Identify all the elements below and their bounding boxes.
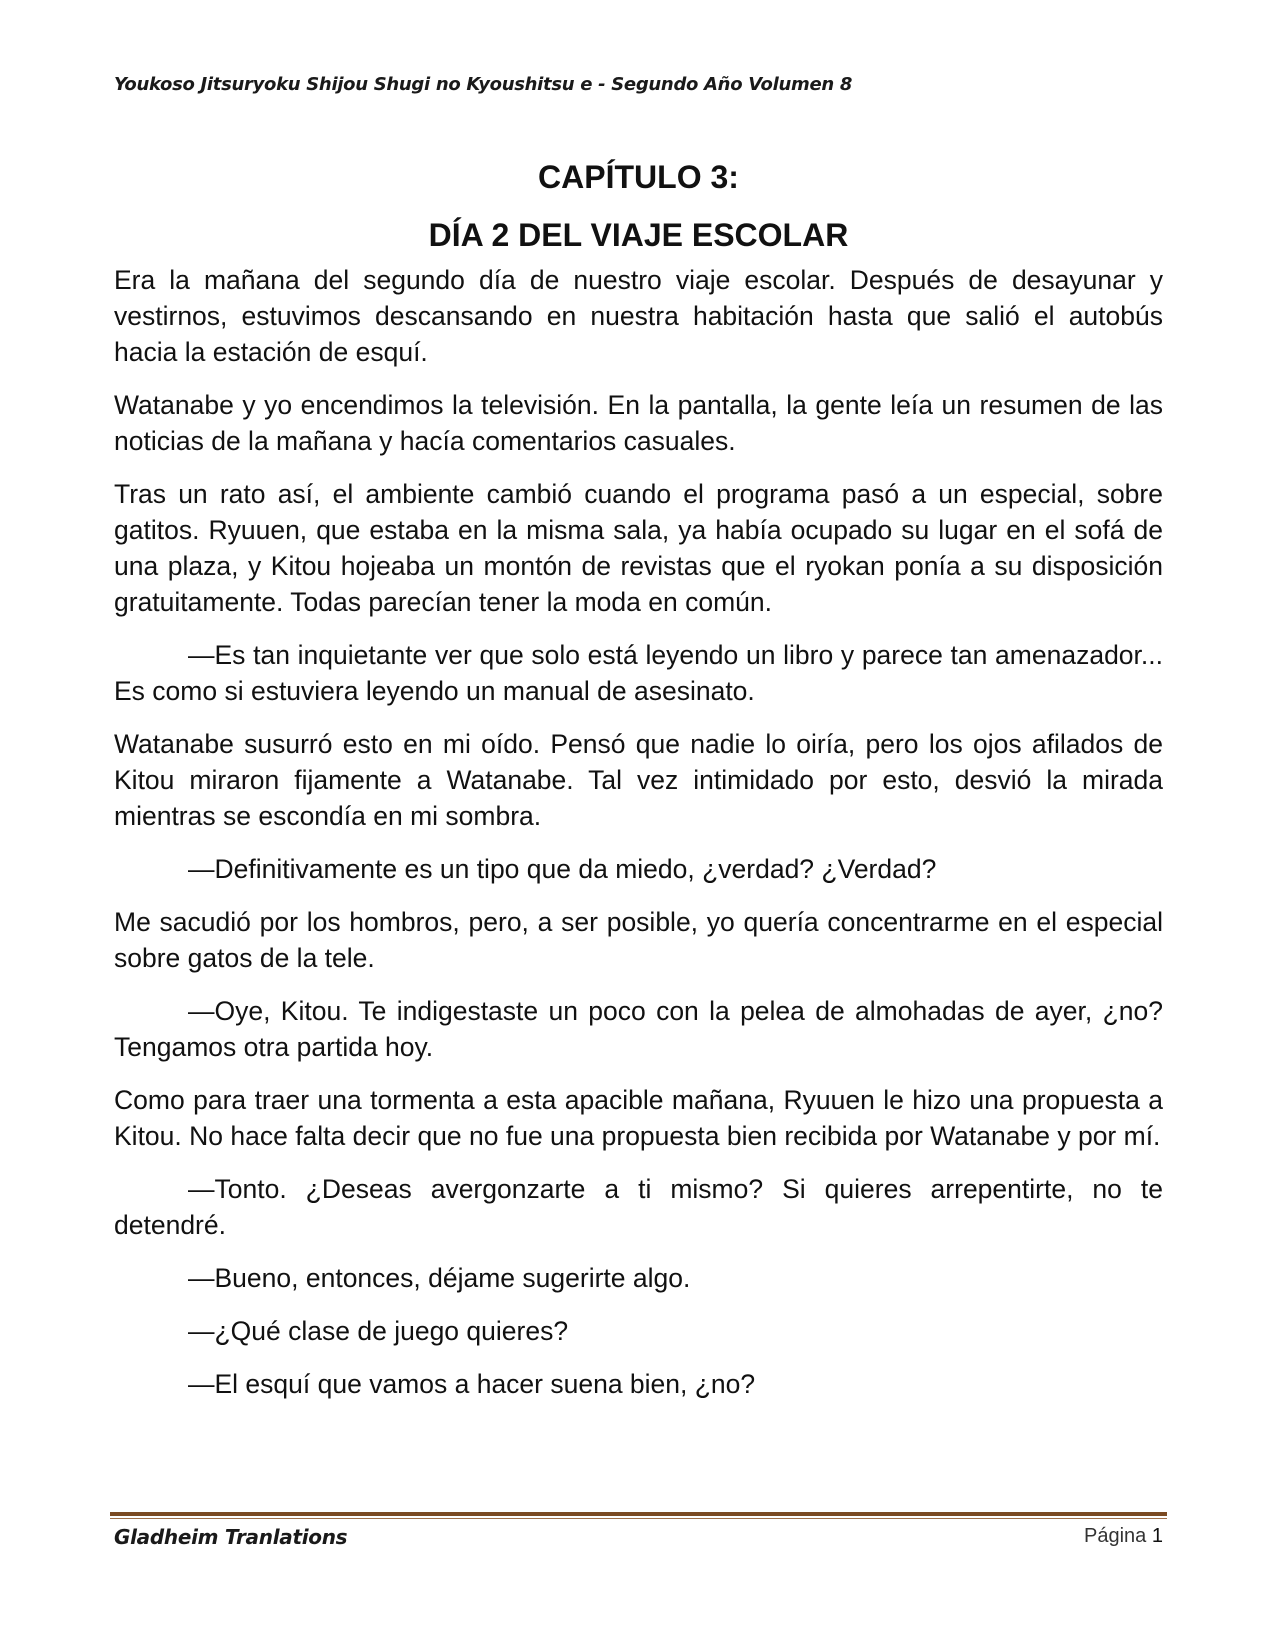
footer-publisher: Gladheim Tranlations bbox=[114, 1525, 348, 1549]
footer-divider-thin bbox=[110, 1518, 1167, 1519]
dialogue-paragraph: —Oye, Kitou. Te indigestaste un poco con la pelea de almohadas de ayer, ¿no? Tengamos otra partida hoy. bbox=[114, 996, 1163, 1062]
dialogue-paragraph: —Es tan inquietante ver que solo está leyendo un libro y parece tan amenazador... Es como si estuviera leyendo un manual de asesinato. bbox=[114, 640, 1163, 706]
chapter-number: CAPÍTULO 3: bbox=[538, 159, 739, 195]
dialogue-paragraph: —Tonto. ¿Deseas avergonzarte a ti mismo? Si quieres arrepentirte, no te detendré. bbox=[114, 1174, 1163, 1240]
page-label: Página bbox=[1084, 1525, 1147, 1547]
page-number bbox=[1084, 1525, 1163, 1548]
running-header: Youkoso Jitsuryoku Shijou Shugi no Kyoushitsu e - Segundo Año Volumen 8 bbox=[114, 74, 853, 95]
page-number-value: 1 bbox=[1151, 1525, 1163, 1547]
chapter-title: DÍA 2 DEL VIAJE ESCOLAR bbox=[428, 217, 849, 253]
dialogue-paragraph: —El esquí que vamos a hacer suena bien, ¿no? bbox=[188, 1369, 756, 1399]
dialogue-paragraph: —Definitivamente es un tipo que da miedo, ¿verdad? ¿Verdad? bbox=[188, 854, 937, 884]
paragraph: Watanabe y yo encendimos la televisión. En la pantalla, la gente leía un resumen de las noticias de la mañana y hacía comentarios casuales. bbox=[114, 390, 1163, 456]
paragraph: Tras un rato así, el ambiente cambió cuando el programa pasó a un especial, sobre gatitos. Ryuuen, que estaba en la misma sala, ya había ocupado su lugar en el sofá de una plaza, y Kitou hojeaba un montón de revistas que el ryokan ponía a su disposición gratuitamente. Todas parecían tener la moda en común. bbox=[114, 479, 1163, 617]
footer-divider-thick bbox=[110, 1512, 1167, 1516]
dialogue-paragraph: —¿Qué clase de juego quieres? bbox=[188, 1316, 569, 1346]
footer-divider bbox=[110, 1512, 1167, 1519]
chapter-body bbox=[114, 262, 1163, 1419]
paragraph: Como para traer una tormenta a esta apacible mañana, Ryuuen le hizo una propuesta a Kitou. No hace falta decir que no fue una propuesta bien recibida por Watanabe y por mí. bbox=[114, 1085, 1163, 1151]
paragraph: Me sacudió por los hombros, pero, a ser posible, yo quería concentrarme en el especial sobre gatos de la tele. bbox=[114, 907, 1163, 973]
dialogue-paragraph: —Bueno, entonces, déjame sugerirte algo. bbox=[188, 1263, 691, 1293]
paragraph: Era la mañana del segundo día de nuestro viaje escolar. Después de desayunar y vestirnos, estuvimos descansando en nuestra habitación hasta que salió el autobús hacia la estación de esquí. bbox=[114, 265, 1163, 367]
paragraph: Watanabe susurró esto en mi oído. Pensó que nadie lo oiría, pero los ojos afilados de Kitou miraron fijamente a Watanabe. Tal vez intimidado por esto, desvió la mirada mientras se escondía en mi sombra. bbox=[114, 729, 1163, 831]
chapter-heading bbox=[114, 148, 1163, 264]
